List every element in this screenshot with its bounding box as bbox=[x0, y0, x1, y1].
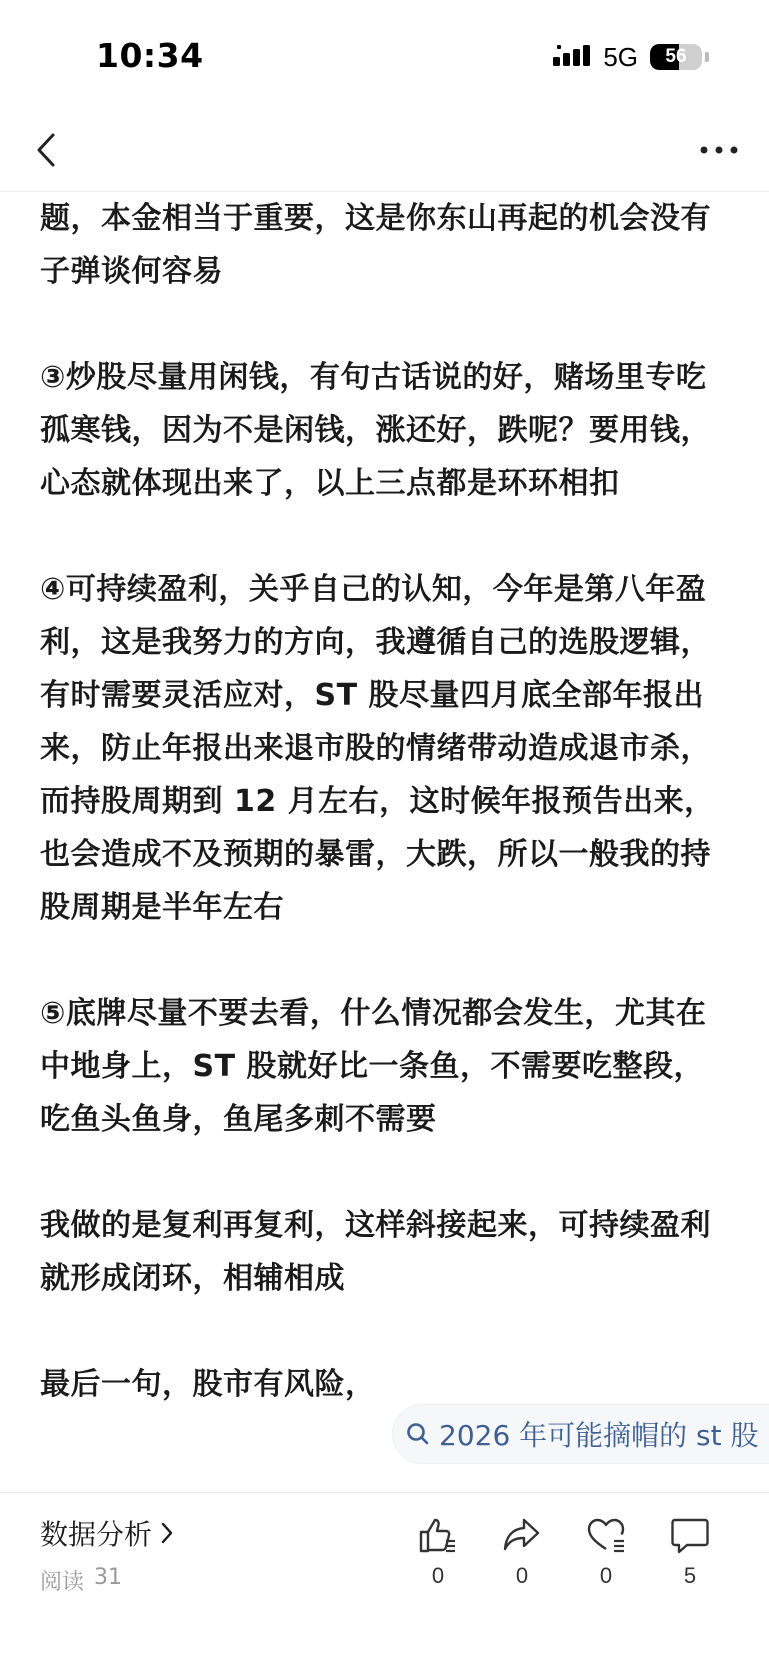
favorite-button[interactable] bbox=[576, 1515, 636, 1589]
topic-link[interactable] bbox=[40, 1513, 174, 1553]
article-paragraph: ⑤底牌尽量不要去看，什么情况都会发生，尤其在中地身上，ST 股就好比一条鱼，不需要吃整段，吃鱼头鱼身，鱼尾多刺不需要 bbox=[40, 996, 707, 1137]
chevron-right-icon bbox=[160, 1521, 174, 1545]
search-suggestion-chip[interactable] bbox=[393, 1405, 769, 1463]
back-button[interactable] bbox=[26, 128, 66, 172]
more-horizontal-icon bbox=[699, 145, 739, 155]
heart-icon bbox=[586, 1515, 626, 1555]
battery-label: 56 bbox=[665, 46, 687, 67]
article-paragraph: ③炒股尽量用闲钱，有句古话说的好，赌场里专吃孤寒钱，因为不是闲钱，涨还好，跌呢？要用钱，心态就体现出来了，以上三点都是环环相扣 bbox=[40, 360, 711, 501]
like-button[interactable] bbox=[408, 1515, 468, 1589]
battery-nub bbox=[705, 52, 709, 62]
search-icon bbox=[405, 1421, 431, 1447]
topic-label: 数据分析 bbox=[40, 1518, 153, 1551]
share-count: 0 bbox=[515, 1563, 529, 1588]
nav-bar bbox=[0, 110, 769, 192]
status-bar bbox=[0, 0, 769, 110]
read-count: 31 bbox=[94, 1565, 123, 1590]
article-content bbox=[0, 192, 769, 1492]
thumbs-up-icon bbox=[418, 1515, 458, 1555]
read-label: 阅读 bbox=[40, 1570, 85, 1595]
comment-button[interactable] bbox=[660, 1515, 720, 1589]
share-button[interactable] bbox=[492, 1515, 552, 1589]
bottom-bar bbox=[0, 1492, 769, 1665]
share-icon bbox=[502, 1515, 542, 1555]
article-paragraph: 我做的是复利再复利，这样斜接起来，可持续盈利就形成闭环，相辅相成 bbox=[40, 1208, 711, 1296]
like-count: 0 bbox=[431, 1563, 445, 1588]
chevron-left-icon bbox=[35, 132, 57, 168]
more-button[interactable] bbox=[695, 128, 743, 172]
status-time: 10:34 bbox=[96, 36, 204, 75]
status-right bbox=[553, 40, 709, 74]
battery-icon bbox=[650, 44, 702, 70]
network-type: 5G bbox=[603, 41, 638, 72]
signal-icon bbox=[553, 45, 591, 69]
comment-count: 5 bbox=[683, 1563, 697, 1588]
comment-icon bbox=[670, 1515, 710, 1555]
read-count-row bbox=[40, 1565, 122, 1596]
article-paragraph: 题，本金相当于重要，这是你东山再起的机会没有子弹谈何容易 bbox=[40, 201, 711, 289]
article-paragraph: 最后一句，股市有风险， bbox=[40, 1367, 376, 1402]
search-suggestion-text: 2026 年可能摘帽的 st 股 bbox=[439, 1419, 759, 1452]
article-paragraph: ④可持续盈利，关乎自己的认知，今年是第八年盈利，这是我努力的方向，我遵循自己的选股逻辑，有时需要灵活应对，ST 股尽量四月底全部年报出来，防止年报出来退市股的情绪带动造成退市杀，而持股周期到 12 月左右，这时候年报预告出来，也会造成不及预期的暴雷，大跌，所以一般我的持股周期是半年左右 bbox=[40, 572, 715, 925]
favorite-count: 0 bbox=[599, 1563, 613, 1588]
